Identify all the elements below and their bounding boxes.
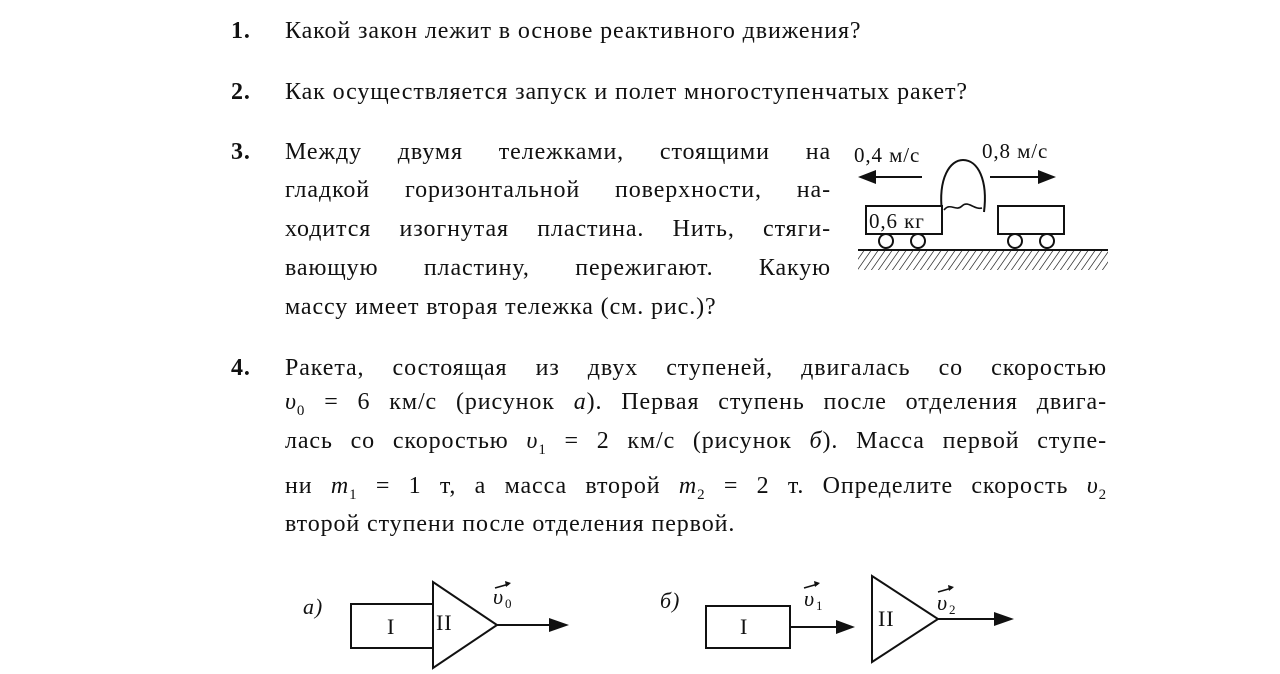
question-3-line-2: гладкой горизонтальной поверхности, на- bbox=[285, 177, 831, 203]
left-cart-mass: 0,6 кг bbox=[869, 209, 925, 233]
stage-1-label: I bbox=[387, 614, 396, 639]
question-4-number: 4. bbox=[231, 355, 251, 381]
line-4-m2-rest: = 2 т. Определите скорость bbox=[705, 473, 1087, 499]
v2-symbol: υ bbox=[1086, 473, 1099, 499]
v2-subscript: 2 bbox=[1098, 486, 1108, 503]
question-4-line-3 bbox=[285, 428, 1107, 459]
question-2-text: Как осуществляется запуск и полет многоступенчатых ракет? bbox=[285, 79, 968, 105]
right-cart-wheel-2 bbox=[1040, 234, 1054, 248]
line-3-part-b: ). Масса первой ступе- bbox=[822, 428, 1107, 454]
v1-fig-symbol: υ bbox=[804, 586, 815, 611]
left-cart-wheel-1 bbox=[879, 234, 893, 248]
line-2-part-a: = 6 км/с (рисунок bbox=[305, 389, 574, 415]
figure-b-ref: б bbox=[809, 428, 823, 454]
v2-fig-subscript: 2 bbox=[949, 602, 957, 617]
v2-arrow-head bbox=[994, 612, 1014, 626]
v0-subscript: 0 bbox=[296, 402, 306, 419]
right-speed-label: 0,8 м/с bbox=[982, 139, 1049, 163]
stage-2-label-b: II bbox=[878, 606, 895, 631]
line-4-start: ни bbox=[285, 473, 331, 499]
v2-vector-label bbox=[937, 585, 956, 617]
question-2-number: 2. bbox=[231, 79, 251, 105]
stage-2-label: II bbox=[436, 610, 453, 635]
v0-arrow-head bbox=[549, 618, 569, 632]
v1-arrow-head bbox=[836, 620, 855, 634]
string bbox=[944, 204, 982, 210]
question-3-line-1: Между двумя тележками, стоящими на bbox=[285, 139, 831, 165]
v0-fig-subscript: 0 bbox=[505, 596, 513, 611]
right-cart-wheel-1 bbox=[1008, 234, 1022, 248]
v0-vector-label bbox=[493, 581, 512, 611]
carts-figure bbox=[850, 130, 1115, 280]
question-3-line-4: вающую пластину, пережигают. Какую bbox=[285, 255, 831, 281]
figure-a-label: а) bbox=[303, 594, 324, 619]
v0-symbol: υ bbox=[285, 389, 297, 415]
question-3-line-3: ходится изогнутая пластина. Нить, стяги- bbox=[285, 216, 831, 242]
right-cart-body bbox=[998, 206, 1064, 234]
v1-vector-label bbox=[804, 581, 823, 613]
question-4-line-2 bbox=[285, 389, 1107, 420]
v1-fig-subscript: 1 bbox=[816, 598, 824, 613]
line-2-part-b: ). Первая ступень после отделения двига- bbox=[586, 389, 1107, 415]
rocket-figure-a bbox=[295, 570, 585, 674]
left-speed-label: 0,4 м/с bbox=[854, 143, 921, 167]
v0-fig-symbol: υ bbox=[493, 584, 504, 609]
m2-symbol: m bbox=[678, 473, 698, 499]
figure-b-label: б) bbox=[660, 588, 681, 613]
question-3-number: 3. bbox=[231, 139, 251, 165]
question-4-line-1: Ракета, состоящая из двух ступеней, двигалась со скоростью bbox=[285, 355, 1107, 381]
stage-1-label-b: I bbox=[740, 614, 749, 639]
line-4-m1-rest: = 1 т, а масса второй bbox=[357, 473, 679, 499]
left-arrow bbox=[858, 170, 922, 184]
ground-hatch bbox=[858, 250, 1108, 270]
line-3-start: лась со скоростью bbox=[285, 428, 527, 454]
line-3-part-a: = 2 км/с (рисунок bbox=[546, 428, 810, 454]
v1-subscript: 1 bbox=[538, 441, 547, 458]
m2-subscript: 2 bbox=[697, 486, 706, 503]
question-4-line-4 bbox=[285, 473, 1107, 504]
figure-a-ref: а bbox=[573, 389, 587, 415]
m1-symbol: m bbox=[330, 473, 350, 499]
question-1-text: Какой закон лежит в основе реактивного движения? bbox=[285, 18, 862, 44]
question-4-line-5: второй ступени после отделения первой. bbox=[285, 511, 736, 537]
v1-symbol: υ bbox=[526, 428, 539, 454]
left-cart-wheel-2 bbox=[911, 234, 925, 248]
m1-subscript: 1 bbox=[349, 486, 358, 503]
question-3-line-5: массу имеет вторая тележка (см. рис.)? bbox=[285, 294, 717, 320]
question-1-number: 1. bbox=[231, 18, 251, 44]
v2-fig-symbol: υ bbox=[937, 590, 948, 615]
right-arrow bbox=[990, 170, 1056, 184]
rocket-figure-b bbox=[650, 570, 1030, 674]
